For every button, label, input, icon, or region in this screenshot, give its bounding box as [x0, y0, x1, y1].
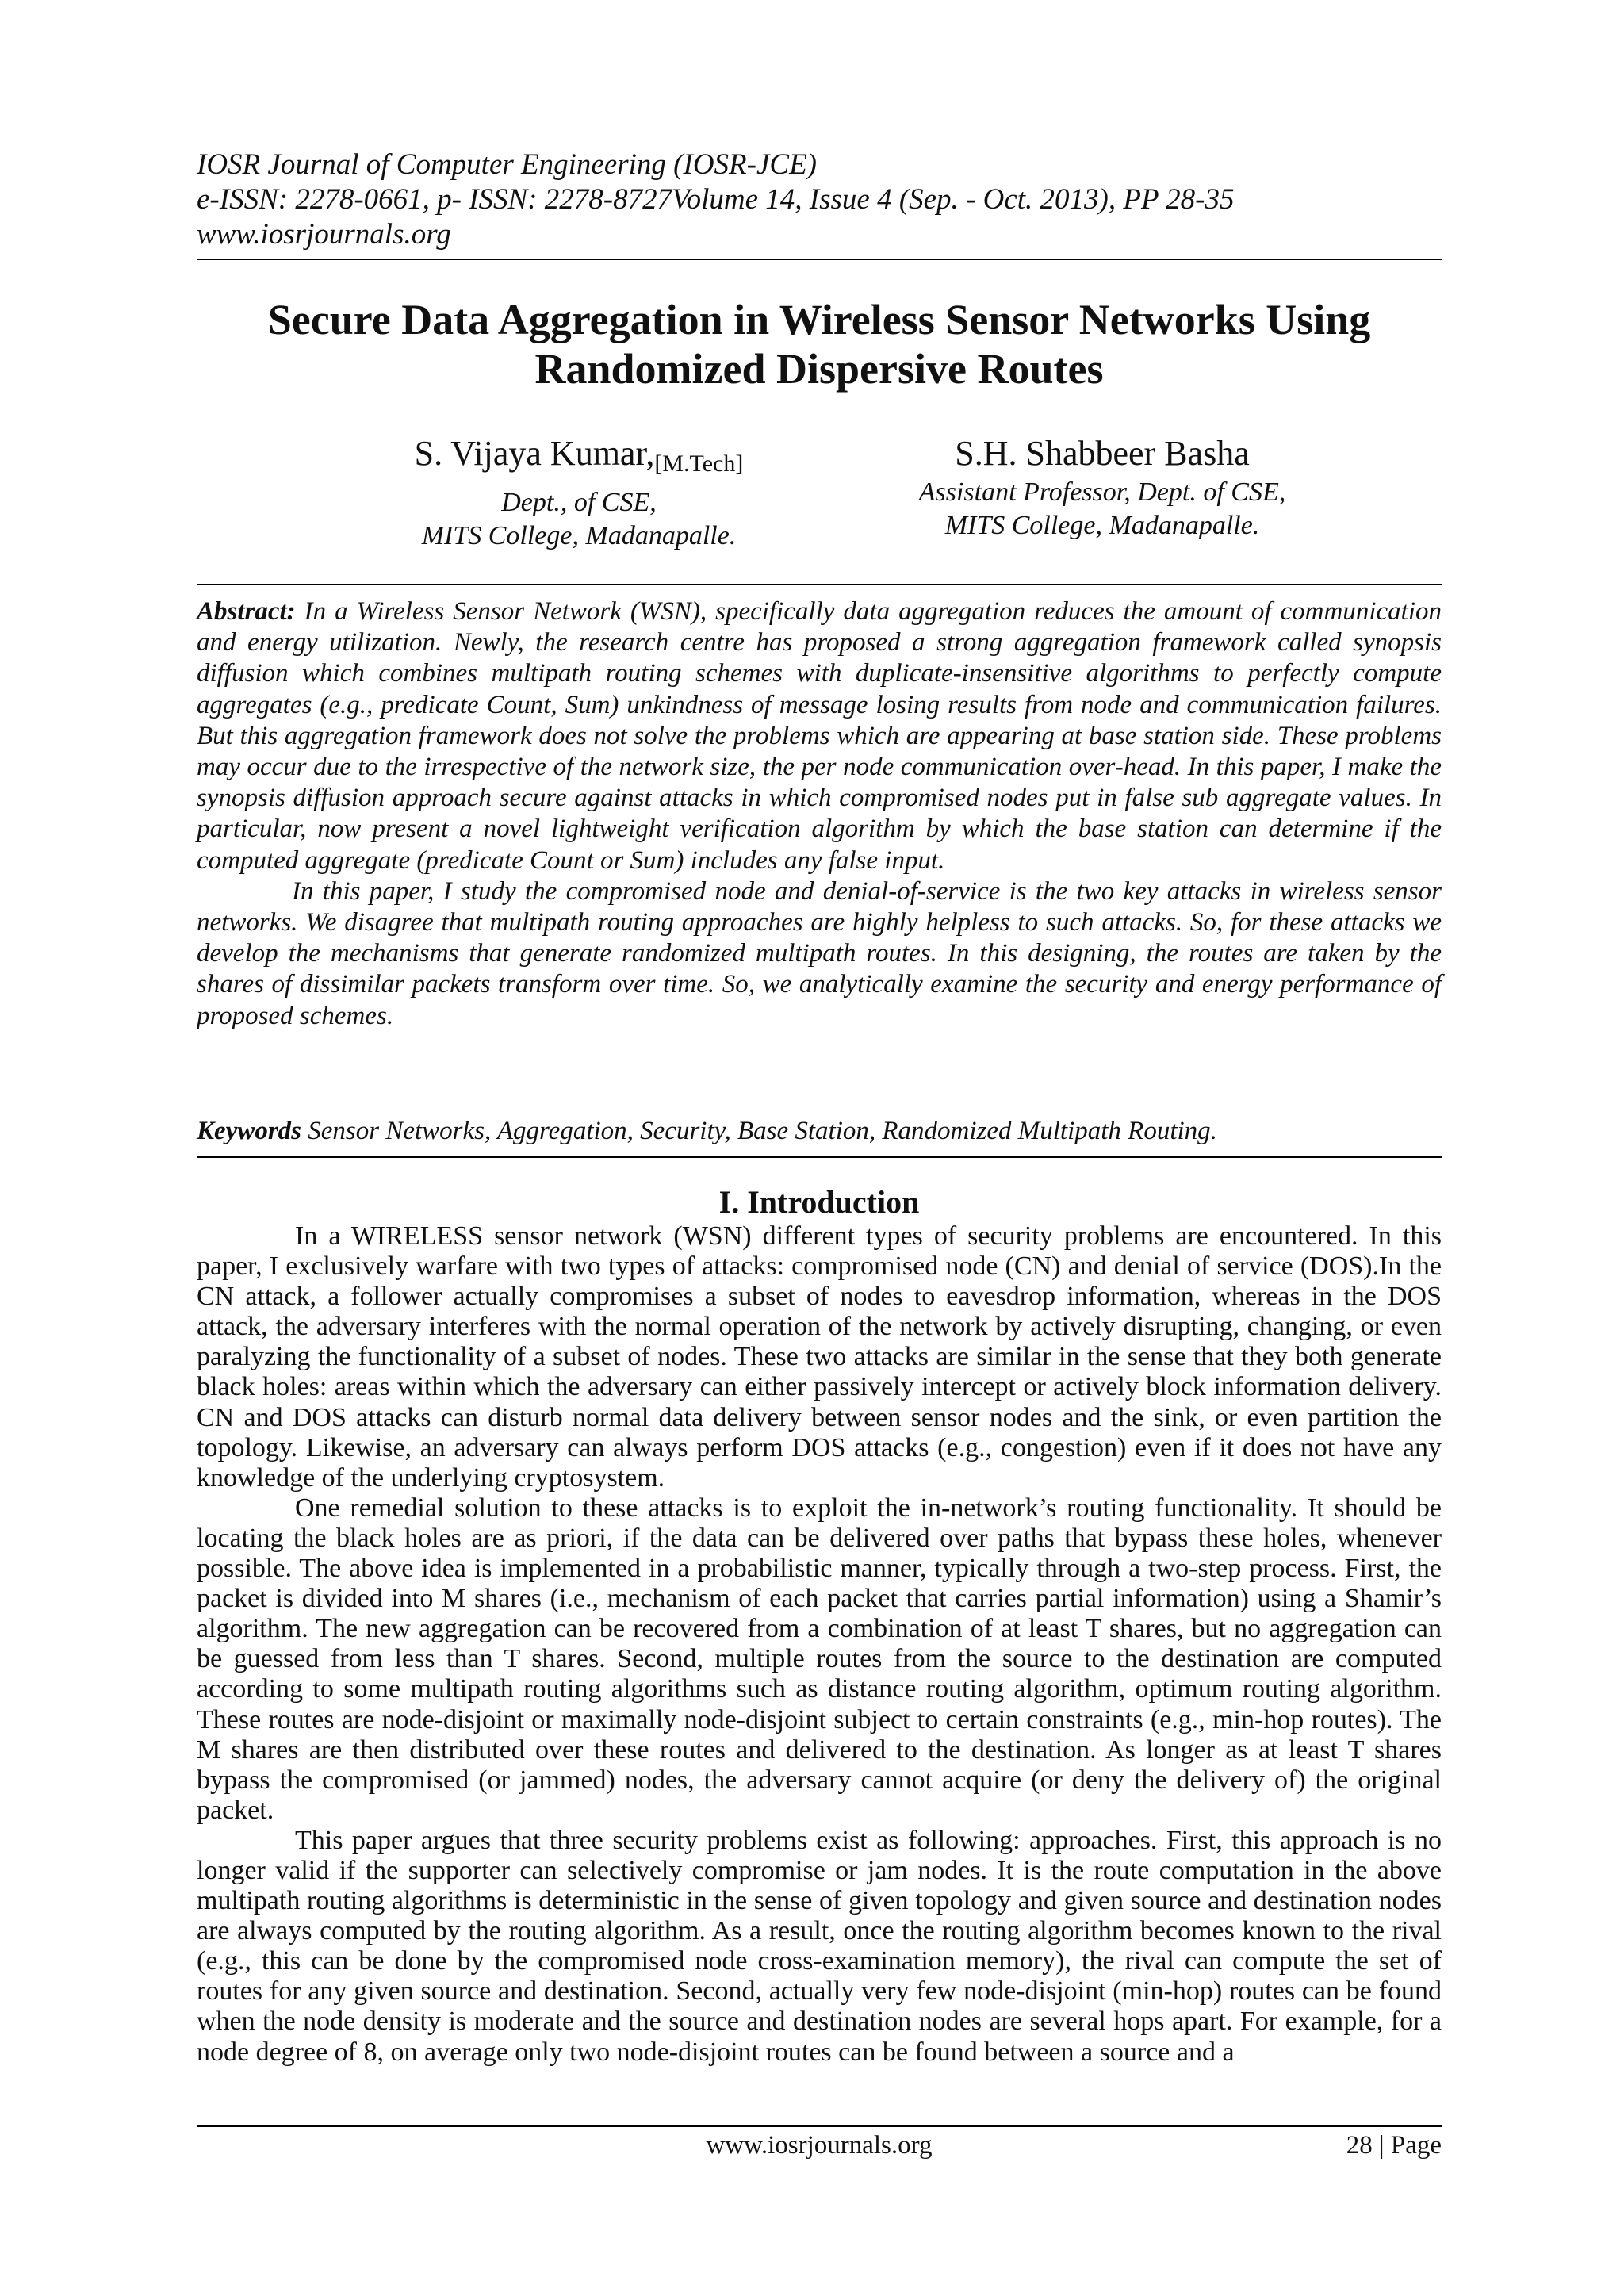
- author-1-dept: Dept., of CSE,: [501, 488, 657, 517]
- author-1-college: MITS College, Madanapalle.: [421, 521, 737, 550]
- title-line-1: Secure Data Aggregation in Wireless Sensor Networks Using: [267, 296, 1371, 343]
- author-2-dept: Assistant Professor, Dept. of CSE,: [918, 477, 1286, 507]
- keywords-text: Sensor Networks, Aggregation, Security, Base Station, Randomized Multipath Routing.: [308, 1117, 1217, 1145]
- keywords-rule: [197, 1156, 1442, 1158]
- footer-website: www.iosrjournals.org: [706, 2131, 933, 2160]
- journal-header: [197, 148, 1442, 252]
- author-1-name: S. Vijaya Kumar,: [414, 434, 655, 473]
- section-body: [197, 1221, 1442, 2068]
- keywords: [197, 1115, 1442, 1147]
- journal-issn: e-ISSN: 2278-0661, p- ISSN: 2278-8727Volume 14, Issue 4 (Sep. - Oct. 2013), PP 28-35: [197, 183, 1235, 216]
- keywords-label: Keywords: [197, 1117, 301, 1145]
- author-2-name: S.H. Shabbeer Basha: [955, 434, 1250, 473]
- author-2-college: MITS College, Madanapalle.: [944, 511, 1260, 540]
- page-number: 28 | Page: [1346, 2131, 1442, 2160]
- abstract-paragraph-1: In a Wireless Sensor Network (WSN), specifically data aggregation reduces the amount of communication and energy utilization. Newly, the research centre has proposed a strong aggregation framework called synopsis diffusion which combines multipath routing schemes with duplicate-insensitive algorithms to perfectly compute aggregates (e.g., predicate Count, Sum) unkindness of message losing results from node and communication failures. But this aggregation framework does not solve the problems which are appearing at base station side. These problems may occur due to the irrespective of the network size, the per node communication over-head. In this paper, I make the synopsis diffusion approach secure against attacks in which compromised nodes put in false sub aggregate values. In particular, now present a novel lightweight verification algorithm by which the base station can determine if the computed aggregate (predicate Count or Sum) includes any false input.: [197, 597, 1442, 875]
- footer-rule: [197, 2125, 1442, 2127]
- body-paragraph: In a WIRELESS sensor network (WSN) different types of security problems are encountered. In this paper, I exclusively warfare with two types of attacks: compromised node (CN) and denial of service (DOS).In the CN attack, a follower actually compromises a subset of nodes to eavesdrop information, whereas in the DOS attack, the adversary interferes with the normal operation of the network by actively disrupting, changing, or even paralyzing the functionality of a subset of nodes. These two attacks are similar in the sense that they both generate black holes: areas within which the adversary can either passively intercept or actively block information delivery. CN and DOS attacks can disturb normal data delivery between sensor nodes and the sink, or even partition the topology. Likewise, an adversary can always perform DOS attacks (e.g., congestion) even if it does not have any knowledge of the underlying cryptosystem.: [197, 1221, 1442, 1493]
- body-paragraph: One remedial solution to these attacks is to exploit the in-network’s routing functionality. It should be locating the black holes are as priori, if the data can be delivered over paths that bypass these holes, whenever possible. The above idea is implemented in a probabilistic manner, typically through a two-step process. First, the packet is divided into M shares (i.e., mechanism of each packet that carries partial information) using a Shamir’s algorithm. The new aggregation can be recovered from a combination of at least T shares, but no aggregation can be guessed from less than T shares. Second, multiple routes from the source to the destination are computed according to some multipath routing algorithms such as distance routing algorithm, optimum routing algorithm. These routes are node-disjoint or maximally node-disjoint subject to certain constraints (e.g., min-hop routes). The M shares are then distributed over these routes and delivered to the destination. As longer as at least T shares bypass the compromised (or jammed) nodes, the adversary cannot acquire (or deny the delivery of) the original packet.: [197, 1493, 1442, 1825]
- body-paragraph: This paper argues that three security problems exist as following: approaches. First, this approach is no longer valid if the supporter can selectively compromise or jam nodes. It is the route computation in the above multipath routing algorithms is deterministic in the sense of given topology and given source and destination nodes are always computed by the routing algorithm. As a result, once the routing algorithm becomes known to the rival (e.g., this can be done by the compromised node cross-examination memory), the rival can compute the set of routes for any given source and destination. Second, actually very few node-disjoint (min-hop) routes can be found when the node density is moderate and the source and destination nodes are several hops apart. For example, for a node degree of 8, on average only two node-disjoint routes can be found between a source and a: [197, 1825, 1442, 2067]
- section-title: I. Introduction: [718, 1184, 920, 1220]
- paper-title: [197, 295, 1442, 393]
- abstract-rule: [197, 584, 1442, 585]
- abstract: [197, 596, 1442, 1032]
- abstract-label: Abstract:: [197, 597, 296, 626]
- journal-name: IOSR Journal of Computer Engineering (IOSR-JCE): [197, 148, 817, 181]
- journal-website: www.iosrjournals.org: [197, 218, 451, 251]
- author-1: [333, 431, 825, 553]
- author-1-degree: [M.Tech]: [654, 450, 744, 477]
- author-2: [856, 431, 1348, 542]
- abstract-paragraph-2: In this paper, I study the compromised node and denial-of-service is the two key attacks in wireless sensor networks. We disagree that multipath routing approaches are highly helpless to such attacks. So, for these attacks we develop the mechanisms that generate randomized multipath routes. In this designing, the routes are taken by the shares of dissimilar packets transform over time. So, we analytically examine the security and energy performance of proposed schemes.: [197, 876, 1442, 1030]
- title-line-2: Randomized Dispersive Routes: [534, 345, 1104, 393]
- header-rule: [197, 259, 1442, 260]
